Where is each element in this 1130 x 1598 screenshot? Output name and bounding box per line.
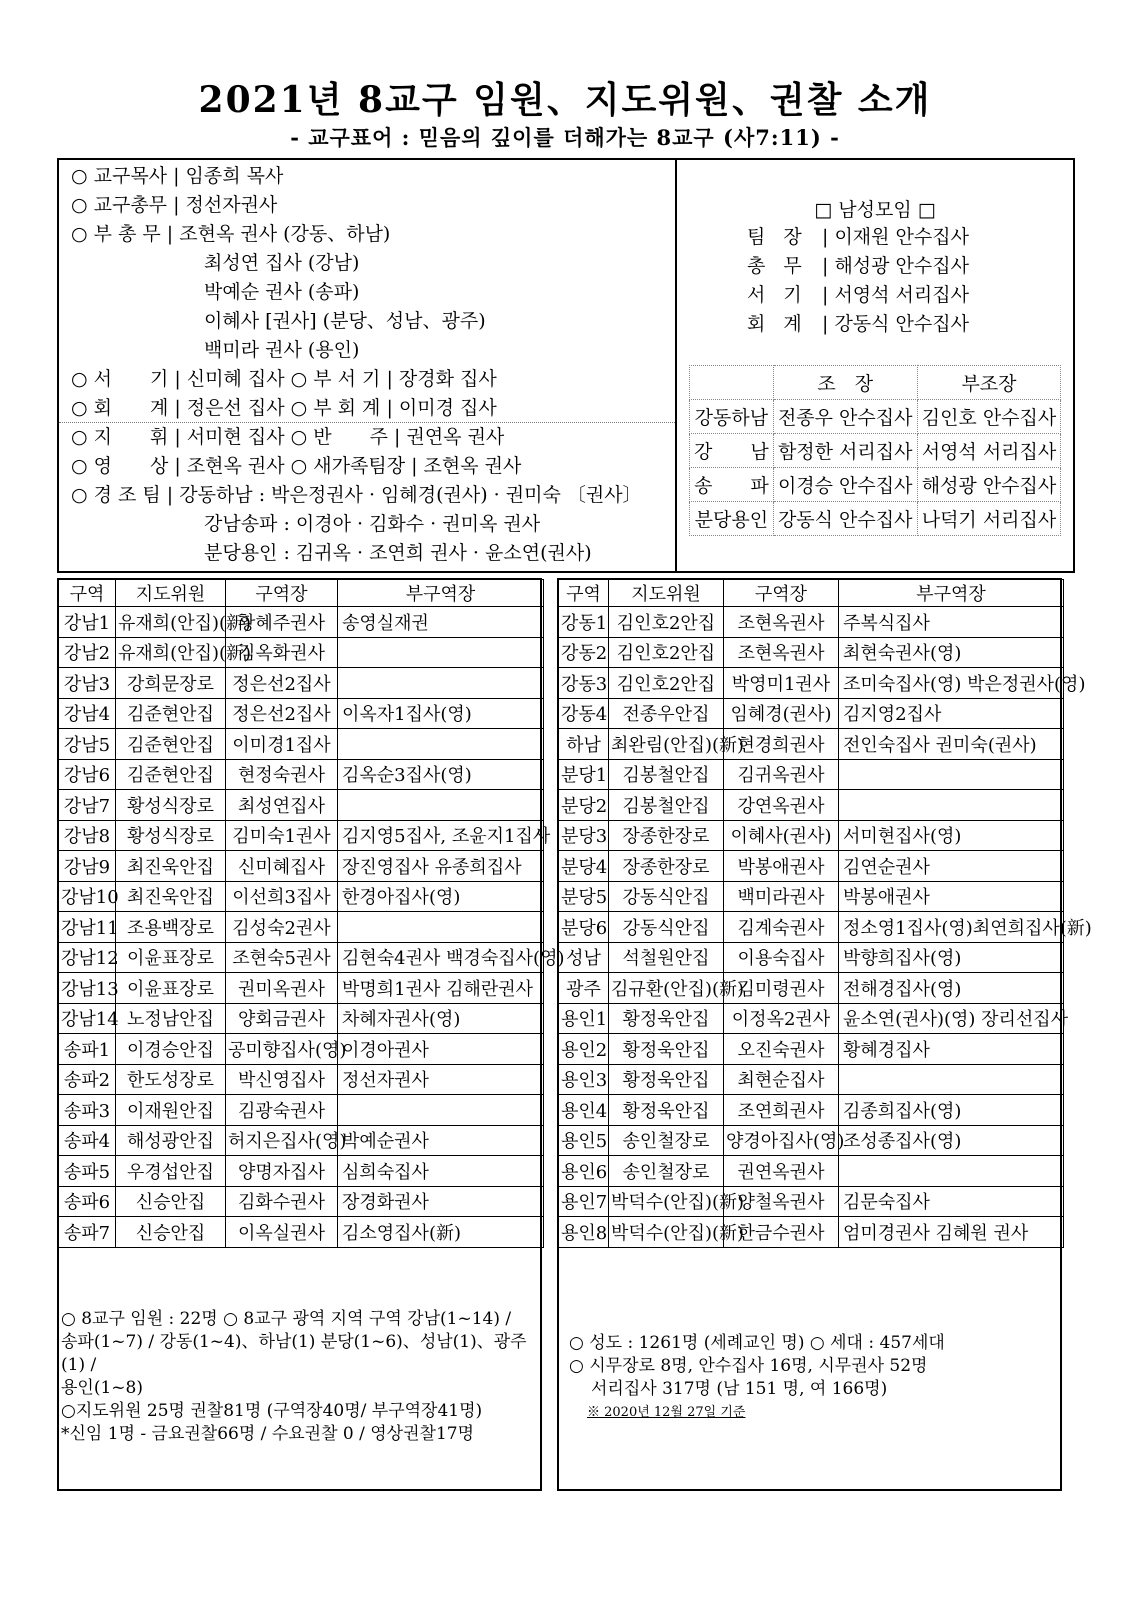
advisor-cell: 전종우안집 — [609, 698, 724, 729]
note-line: 용인(1~8) — [61, 1378, 143, 1398]
leader-cell: 김옥화권사 — [226, 637, 338, 668]
leader-cell: 이미경1집사 — [226, 729, 338, 760]
officer-line: ○ 경 조 팀 | 강동하남 : 박은정권사 · 임혜경(권사) · 권미숙 〔권사〕 — [71, 484, 642, 506]
advisor-cell: 한도성장로 — [116, 1064, 226, 1095]
sub-leader-cell: 박봉애권사 — [839, 881, 1064, 912]
col-header-leader: 구역장 — [724, 580, 839, 607]
leader-cell: 백미라권사 — [724, 881, 839, 912]
leader-cell: 양회금권사 — [226, 1003, 338, 1034]
table-row — [59, 1034, 544, 1065]
officer-line: 백미라 권사 (용인) — [204, 339, 360, 361]
table-row — [559, 729, 1064, 760]
officer-line: 이혜사 [권사] (분당、성남、광주) — [204, 310, 486, 332]
officer-line: 분당용인 : 김귀옥 · 조연희 권사 · 윤소연(권사) — [204, 542, 592, 564]
group-region: 강 남 — [690, 434, 774, 468]
district-cell: 강남13 — [59, 973, 116, 1004]
sub-leader-cell: 황혜경집사 — [839, 1034, 1064, 1065]
note-line: 송파(1~7) / 강동(1~4)、하남(1) 분당(1~6)、성남(1)、광주(1) / — [61, 1332, 527, 1375]
table-row — [59, 1095, 544, 1126]
advisor-cell: 강동식안집 — [609, 912, 724, 943]
advisor-cell: 우경섭안집 — [116, 1156, 226, 1187]
sub-leader-cell — [338, 1095, 544, 1126]
col-header-district: 구역 — [559, 580, 609, 607]
leader-cell: 이옥실권사 — [226, 1217, 338, 1248]
district-cell: 송파5 — [59, 1156, 116, 1187]
sub-leader-cell: 이옥자1집사(영) — [338, 698, 544, 729]
district-cell: 분당2 — [559, 790, 609, 821]
officer-line: ○ 서 기 | 신미혜 집사 ○ 부 서 기 | 장경화 집사 — [71, 368, 497, 390]
mens-group-title: □ 남성모임 □ — [814, 199, 936, 221]
note-line: 서리집사 317명 (남 151 명, 여 166명) — [591, 1379, 888, 1399]
sub-leader-cell: 김종희집사(영) — [839, 1095, 1064, 1126]
col-header-sub-leader: 부구역장 — [338, 580, 544, 607]
table-row — [559, 637, 1064, 668]
table-row — [59, 698, 544, 729]
officer-line: ○ 교구총무 | 정선자권사 — [71, 194, 278, 216]
advisor-cell: 송인철장로 — [609, 1125, 724, 1156]
district-cell: 강남3 — [59, 668, 116, 699]
sub-leader-cell: 김옥순3집사(영) — [338, 759, 544, 790]
officer-line: ○ 지 휘 | 서미현 집사 ○ 반 주 | 권연옥 권사 — [71, 426, 505, 448]
group-header: 부조장 — [917, 366, 1061, 400]
group-sub-leader: 나덕기 서리집사 — [917, 502, 1061, 536]
table-row — [59, 1217, 544, 1248]
advisor-cell: 황정욱안집 — [609, 1003, 724, 1034]
advisor-cell: 신승안집 — [116, 1186, 226, 1217]
leader-cell: 한금수권사 — [724, 1217, 839, 1248]
leader-cell: 양명자집사 — [226, 1156, 338, 1187]
note-line: ○ 성도 : 1261명 (세례교인 명) ○ 세대 : 457세대 — [569, 1333, 945, 1353]
district-cell: 강동2 — [559, 637, 609, 668]
sub-leader-cell: 이경아권사 — [338, 1034, 544, 1065]
officer-line: 박예순 권사 (송파) — [204, 281, 360, 303]
advisor-cell: 황성식장로 — [116, 790, 226, 821]
col-header-advisor: 지도위원 — [609, 580, 724, 607]
role-label: 팀장 — [747, 226, 820, 248]
table-row — [559, 1034, 1064, 1065]
advisor-cell: 박덕수(안집)(新) — [609, 1217, 724, 1248]
group-region: 강동하남 — [690, 400, 774, 434]
district-cell: 강동4 — [559, 698, 609, 729]
table-row — [559, 1156, 1064, 1187]
table-row — [59, 912, 544, 943]
group-header: 조 장 — [773, 366, 917, 400]
leader-cell: 양경아집사(영) — [724, 1125, 839, 1156]
leader-cell: 권연옥권사 — [724, 1156, 839, 1187]
district-cell: 광주 — [559, 973, 609, 1004]
district-cell: 용인3 — [559, 1064, 609, 1095]
sub-leader-cell: 김지영5집사, 조윤지1집사 — [338, 820, 544, 851]
leader-cell: 현경희권사 — [724, 729, 839, 760]
sub-leader-cell — [839, 1064, 1064, 1095]
advisor-cell: 해성광안집 — [116, 1125, 226, 1156]
district-cell: 강남11 — [59, 912, 116, 943]
sub-leader-cell — [338, 912, 544, 943]
district-cell: 분당3 — [559, 820, 609, 851]
district-cell: 강남8 — [59, 820, 116, 851]
leader-cell: 권미옥권사 — [226, 973, 338, 1004]
note-date: ※ 2020년 12월 27일 기준 — [587, 1405, 746, 1420]
leader-cell: 현정숙권사 — [226, 759, 338, 790]
table-row — [559, 912, 1064, 943]
advisor-cell: 김인호2안집 — [609, 668, 724, 699]
leader-cell: 김화수권사 — [226, 1186, 338, 1217]
district-cell: 강남14 — [59, 1003, 116, 1034]
district-cell: 분당1 — [559, 759, 609, 790]
table-row — [559, 820, 1064, 851]
table-row — [59, 820, 544, 851]
group-leader: 강동식 안수집사 — [773, 502, 917, 536]
leader-cell: 박신영집사 — [226, 1064, 338, 1095]
group-sub-leader: 서영석 서리집사 — [917, 434, 1061, 468]
advisor-cell: 황정욱안집 — [609, 1034, 724, 1065]
note-line: *신임 1명 - 금요권찰66명 / 수요권찰 0 / 영상권찰17명 — [61, 1424, 474, 1444]
table-row — [59, 790, 544, 821]
district-cell: 성남 — [559, 942, 609, 973]
officer-line: ○ 회 계 | 정은선 집사 ○ 부 회 계 | 이미경 집사 — [71, 397, 497, 419]
sub-leader-cell: 박예순권사 — [338, 1125, 544, 1156]
district-cell: 강남2 — [59, 637, 116, 668]
table-row — [559, 759, 1064, 790]
sub-leader-cell: 전해경집사(영) — [839, 973, 1064, 1004]
officer-line: 최성연 집사 (강남) — [204, 252, 360, 274]
sub-leader-cell: 정선자권사 — [338, 1064, 544, 1095]
advisor-cell: 최완림(안집)(新) — [609, 729, 724, 760]
district-cell: 분당5 — [559, 881, 609, 912]
sub-leader-cell: 차혜자권사(영) — [338, 1003, 544, 1034]
advisor-cell: 최진욱안집 — [116, 881, 226, 912]
advisor-cell: 김규환(안집)(新) — [609, 973, 724, 1004]
district-cell: 송파1 — [59, 1034, 116, 1065]
district-cell: 용인1 — [559, 1003, 609, 1034]
advisor-cell: 김준현안집 — [116, 729, 226, 760]
leader-cell: 양철옥권사 — [724, 1186, 839, 1217]
district-cell: 용인4 — [559, 1095, 609, 1126]
table-row — [559, 1125, 1064, 1156]
district-cell: 용인8 — [559, 1217, 609, 1248]
leader-cell: 황혜주권사 — [226, 607, 338, 638]
note-line: ○ 8교구 임원 : 22명 ○ 8교구 광역 지역 구역 강남(1~14) / — [61, 1309, 512, 1329]
district-cell: 용인6 — [559, 1156, 609, 1187]
group-sub-leader: 해성광 안수집사 — [917, 468, 1061, 502]
table-row — [559, 973, 1064, 1004]
leader-cell: 김미숙1권사 — [226, 820, 338, 851]
leader-cell: 김미령권사 — [724, 973, 839, 1004]
left-notes — [61, 1308, 540, 1446]
table-row — [59, 851, 544, 882]
advisor-cell: 박덕수(안집)(新) — [609, 1186, 724, 1217]
sub-leader-cell: 윤소연(권사)(영) 장리선집사 — [839, 1003, 1064, 1034]
district-cell: 용인2 — [559, 1034, 609, 1065]
sub-leader-cell: 심희숙집사 — [338, 1156, 544, 1187]
sub-leader-cell: 장진영집사 유종희집사 — [338, 851, 544, 882]
group-sub-leader: 김인호 안수집사 — [917, 400, 1061, 434]
table-row — [59, 1186, 544, 1217]
leader-cell: 박영미1권사 — [724, 668, 839, 699]
sub-leader-cell — [338, 729, 544, 760]
sub-leader-cell: 한경아집사(영) — [338, 881, 544, 912]
sub-leader-cell: 주복식집사 — [839, 607, 1064, 638]
district-cell: 강남7 — [59, 790, 116, 821]
officer-line: ○ 교구목사 | 임종희 목사 — [71, 165, 284, 187]
sub-leader-cell: 서미현집사(영) — [839, 820, 1064, 851]
district-cell: 강남9 — [59, 851, 116, 882]
role-label: 서기 — [747, 284, 820, 306]
sub-leader-cell: 조성종집사(영) — [839, 1125, 1064, 1156]
table-row — [559, 698, 1064, 729]
table-row — [559, 1186, 1064, 1217]
district-cell: 강남4 — [59, 698, 116, 729]
district-cell: 강남12 — [59, 942, 116, 973]
leader-cell: 조현옥권사 — [724, 637, 839, 668]
advisor-cell: 황정욱안집 — [609, 1064, 724, 1095]
leader-cell: 허지은집사(영) — [226, 1125, 338, 1156]
leader-cell: 강연옥권사 — [724, 790, 839, 821]
district-cell: 강동1 — [559, 607, 609, 638]
table-row — [559, 607, 1064, 638]
sub-leader-cell: 김문숙집사 — [839, 1186, 1064, 1217]
advisor-cell: 이재원안집 — [116, 1095, 226, 1126]
leader-cell: 신미혜집사 — [226, 851, 338, 882]
district-cell: 송파3 — [59, 1095, 116, 1126]
leader-cell: 오진숙권사 — [724, 1034, 839, 1065]
leader-cell: 임혜경(권사) — [724, 698, 839, 729]
mens-group-row — [747, 222, 969, 252]
role-value: | 강동식 안수집사 — [822, 313, 969, 335]
district-cell: 강남5 — [59, 729, 116, 760]
right-notes — [569, 1332, 945, 1424]
role-label: 총무 — [747, 255, 820, 277]
leader-cell: 정은선2집사 — [226, 698, 338, 729]
sub-leader-cell: 김소영집사(新) — [338, 1217, 544, 1248]
table-row — [559, 1095, 1064, 1126]
officer-line: ○ 부 총 무 | 조현옥 권사 (강동、하남) — [71, 223, 391, 245]
sub-leader-cell: 송영실재권 — [338, 607, 544, 638]
leader-cell: 최성연집사 — [226, 790, 338, 821]
table-row — [59, 942, 544, 973]
district-cell: 송파2 — [59, 1064, 116, 1095]
district-cell: 송파6 — [59, 1186, 116, 1217]
table-row — [559, 851, 1064, 882]
table-row — [59, 668, 544, 699]
sub-leader-cell: 김지영2집사 — [839, 698, 1064, 729]
advisor-cell: 송인철장로 — [609, 1156, 724, 1187]
leader-cell: 김귀옥권사 — [724, 759, 839, 790]
district-cell: 강남6 — [59, 759, 116, 790]
advisor-cell: 강동식안집 — [609, 881, 724, 912]
district-cell: 용인5 — [559, 1125, 609, 1156]
group-header — [690, 366, 774, 400]
col-header-sub-leader: 부구역장 — [839, 580, 1064, 607]
table-row — [559, 1003, 1064, 1034]
table-row — [59, 1064, 544, 1095]
table-row — [59, 1003, 544, 1034]
mens-group-box — [675, 158, 1075, 573]
advisor-cell: 강희문장로 — [116, 668, 226, 699]
group-region: 분당용인 — [690, 502, 774, 536]
role-label: 회계 — [747, 313, 820, 335]
table-row — [59, 729, 544, 760]
leader-cell: 이정옥2권사 — [724, 1003, 839, 1034]
district-cell: 하남 — [559, 729, 609, 760]
advisor-cell: 최진욱안집 — [116, 851, 226, 882]
advisor-cell: 유재희(안집)(新) — [116, 637, 226, 668]
group-leader: 이경승 안수집사 — [773, 468, 917, 502]
advisor-cell: 이윤표장로 — [116, 973, 226, 1004]
page-title: 2021년 8교구 임원、지도위원、권찰 소개 — [198, 79, 932, 121]
district-cell: 강남1 — [59, 607, 116, 638]
district-cell: 분당4 — [559, 851, 609, 882]
advisor-cell: 김봉철안집 — [609, 790, 724, 821]
sub-leader-cell: 김현숙4권사 백경숙집사(영) — [338, 942, 544, 973]
group-leader: 함정한 서리집사 — [773, 434, 917, 468]
advisor-cell: 김준현안집 — [116, 698, 226, 729]
group-leader: 전종우 안수집사 — [773, 400, 917, 434]
col-header-district: 구역 — [59, 580, 116, 607]
advisor-cell: 황정욱안집 — [609, 1095, 724, 1126]
leader-cell: 조연희권사 — [724, 1095, 839, 1126]
advisor-cell: 신승안집 — [116, 1217, 226, 1248]
leader-cell: 김성숙2권사 — [226, 912, 338, 943]
mens-group-row — [747, 309, 969, 339]
sub-leader-cell: 전인숙집사 권미숙(권사) — [839, 729, 1064, 760]
advisor-cell: 유재희(안집)(新) — [116, 607, 226, 638]
leader-cell: 최현순집사 — [724, 1064, 839, 1095]
table-row — [559, 1064, 1064, 1095]
sub-leader-cell: 김연순권사 — [839, 851, 1064, 882]
sub-leader-cell — [338, 668, 544, 699]
leader-cell: 정은선2집사 — [226, 668, 338, 699]
col-header-leader: 구역장 — [226, 580, 338, 607]
table-row — [559, 668, 1064, 699]
district-cell: 송파4 — [59, 1125, 116, 1156]
sub-leader-cell — [839, 1156, 1064, 1187]
sub-leader-cell: 박명희1권사 김해란권사 — [338, 973, 544, 1004]
left-district-table — [58, 579, 565, 1248]
sub-leader-cell: 최현숙권사(영) — [839, 637, 1064, 668]
leader-cell: 이혜사(권사) — [724, 820, 839, 851]
leader-cell: 이용숙집사 — [724, 942, 839, 973]
table-row — [559, 942, 1064, 973]
sub-leader-cell — [338, 637, 544, 668]
district-cell: 용인7 — [559, 1186, 609, 1217]
advisor-cell: 김준현안집 — [116, 759, 226, 790]
table-row — [59, 607, 544, 638]
right-district-box — [557, 578, 1092, 1491]
table-row — [59, 759, 544, 790]
leader-cell: 이선희3집사 — [226, 881, 338, 912]
sub-leader-cell — [839, 759, 1064, 790]
leader-cell: 김계숙권사 — [724, 912, 839, 943]
table-row — [59, 881, 544, 912]
table-row — [59, 973, 544, 1004]
advisor-cell: 석철원안집 — [609, 942, 724, 973]
officer-line: 강남송파 : 이경아 · 김화수 · 권미옥 권사 — [204, 513, 541, 535]
right-district-table — [558, 579, 1092, 1248]
advisor-cell: 황성식장로 — [116, 820, 226, 851]
officers-box — [57, 158, 677, 573]
advisor-cell: 장종한장로 — [609, 820, 724, 851]
role-value: | 이재원 안수집사 — [822, 226, 969, 248]
mens-group-row — [747, 251, 969, 281]
sub-leader-cell: 정소영1집사(영)최연희집사(新) — [839, 912, 1064, 943]
sub-leader-cell: 조미숙집사(영) 박은정권사(영) — [839, 668, 1064, 699]
table-row — [559, 790, 1064, 821]
sub-leader-cell — [338, 790, 544, 821]
group-leaders-table — [689, 365, 1061, 536]
table-row — [59, 1125, 544, 1156]
advisor-cell: 노정남안집 — [116, 1003, 226, 1034]
advisor-cell: 이윤표장로 — [116, 942, 226, 973]
district-cell: 송파7 — [59, 1217, 116, 1248]
left-district-box — [57, 578, 565, 1491]
officer-line: ○ 영 상 | 조현옥 권사 ○ 새가족팀장 | 조현옥 권사 — [71, 455, 522, 477]
sub-leader-cell: 박향희집사(영) — [839, 942, 1064, 973]
note-line: ○ 시무장로 8명, 안수집사 16명, 시무권사 52명 — [569, 1356, 928, 1376]
page-subtitle: - 교구표어 : 믿음의 깊이를 더해가는 8교구 (사7:11) - — [290, 125, 840, 150]
advisor-cell: 이경승안집 — [116, 1034, 226, 1065]
sub-leader-cell — [839, 790, 1064, 821]
table-row — [59, 637, 544, 668]
table-row — [559, 881, 1064, 912]
advisor-cell: 김봉철안집 — [609, 759, 724, 790]
advisor-cell: 장종한장로 — [609, 851, 724, 882]
advisor-cell: 조용백장로 — [116, 912, 226, 943]
leader-cell: 조현옥권사 — [724, 607, 839, 638]
table-row — [559, 1217, 1064, 1248]
district-cell: 강남10 — [59, 881, 116, 912]
table-row — [59, 1156, 544, 1187]
mens-group-row — [747, 280, 969, 310]
note-line: ○지도위원 25명 권찰81명 (구역장40명/ 부구역장41명) — [61, 1401, 483, 1421]
leader-cell: 박봉애권사 — [724, 851, 839, 882]
advisor-cell: 김인호2안집 — [609, 607, 724, 638]
role-value: | 해성광 안수집사 — [822, 255, 969, 277]
district-cell: 강동3 — [559, 668, 609, 699]
sub-leader-cell: 장경화권사 — [338, 1186, 544, 1217]
col-header-advisor: 지도위원 — [116, 580, 226, 607]
leader-cell: 조현숙5권사 — [226, 942, 338, 973]
sub-leader-cell: 엄미경권사 김혜원 권사 — [839, 1217, 1064, 1248]
advisor-cell: 김인호2안집 — [609, 637, 724, 668]
leader-cell: 공미향집사(영) — [226, 1034, 338, 1065]
group-region: 송 파 — [690, 468, 774, 502]
district-cell: 분당6 — [559, 912, 609, 943]
leader-cell: 김광숙권사 — [226, 1095, 338, 1126]
role-value: | 서영석 서리집사 — [822, 284, 969, 306]
